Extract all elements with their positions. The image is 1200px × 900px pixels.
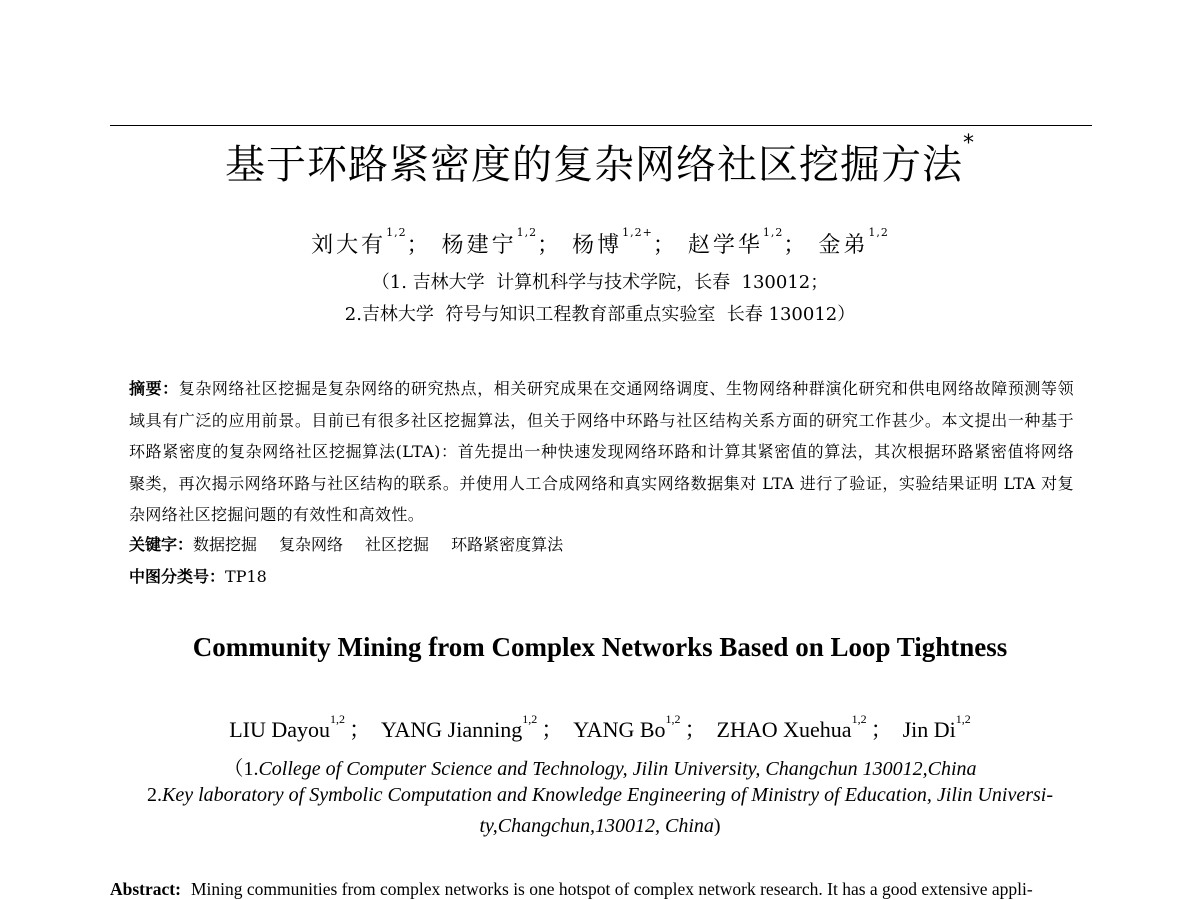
paper-title-cn-text: 基于环路紧密度的复杂网络社区挖掘方法	[225, 142, 963, 188]
keyword: 社区挖掘	[365, 535, 430, 554]
author-en: LIU Dayou$^{1,2}$	[229, 712, 346, 742]
keyword: 数据挖掘	[193, 535, 258, 554]
author-separator: ；	[684, 717, 707, 742]
abstract-en-label: Abstract:	[110, 879, 181, 899]
author-cn: 杨博$^{1,2+}$	[572, 226, 653, 258]
author-separator: ；	[537, 233, 563, 258]
classification-number	[129, 564, 267, 587]
author-cn: 金弟$^{1,2}$	[818, 226, 889, 258]
authors-en	[0, 713, 1200, 744]
author-cn: 杨建宁$^{1,2}$	[441, 226, 538, 258]
abstract-cn	[129, 373, 1074, 531]
keywords-cn-label: 关键字：	[129, 535, 194, 554]
author-cn: 赵学华$^{1,2}$	[687, 226, 784, 258]
keywords-cn	[129, 532, 585, 555]
author-separator: ；	[870, 717, 893, 742]
author-en: YANG Jianning$^{1,2}$	[381, 712, 538, 742]
affiliation-cn-line2: 2.吉林大学 符号与知识工程教育部重点实验室 长春 130012）	[344, 304, 856, 325]
keyword: 复杂网络	[279, 535, 344, 554]
classification-label: 中图分类号：	[129, 567, 226, 586]
paper-title-cn	[0, 133, 1200, 190]
abstract-cn-label: 摘要：	[129, 379, 179, 398]
affiliation-en-line1: （1.College of Computer Science and Technology, Jilin University, Changchun 130012,China	[223, 758, 977, 780]
keyword: 环路紧密度算法	[451, 535, 564, 554]
classification-value: TP18	[225, 567, 267, 586]
abstract-en-text: Mining communities from complex networks is one hotspot of complex network research. It has a good extensive appli-	[190, 879, 1033, 899]
title-footnote-mark: *	[963, 131, 975, 156]
author-separator: ；	[406, 233, 432, 258]
affiliation-en-line3: ty,Changchun,130012, China)	[479, 815, 721, 837]
author-en: Jin Di$^{1,2}$	[902, 712, 971, 742]
author-separator: ；	[349, 717, 372, 742]
author-separator: ；	[652, 233, 678, 258]
author-en: YANG Bo$^{1,2}$	[573, 712, 681, 742]
author-en: ZHAO Xuehua$^{1,2}$	[716, 712, 867, 742]
abstract-cn-text: 复杂网络社区挖掘是复杂网络的研究热点，相关研究成果在交通网络调度、生物网络种群演化研究和供电网络故障预测等领域具有广泛的应用前景。目前已有很多社区挖掘算法，但关于网络中环路与社区结构关系方面的研究工作甚少。本文提出一种基于环路紧密度的复杂网络社区挖掘算法(LTA)：首先提出一种快速发现网络环路和计算其紧密值的算法，其次根据环路紧密值将网络聚类，再次揭示网络环路与社区结构的联系。并使用人工合成网络和真实网络数据集对 LTA 进行了验证，实验结果证明 LTA 对复杂网络社区挖掘问题的有效性和高效性。	[129, 379, 1074, 524]
affiliation-en-line2: 2.Key laboratory of Symbolic Computation and Knowledge Engineering of Ministry of Education, Jilin Universi-	[146, 784, 1053, 806]
top-rule	[110, 125, 1092, 126]
author-cn: 刘大有$^{1,2}$	[311, 226, 407, 258]
affiliation-cn-line1: （1. 吉林大学 计算机科学与技术学院，长春 130012；	[371, 272, 829, 293]
paper-title-en: Community Mining from Complex Networks Based on Loop Tightness	[192, 632, 1008, 662]
authors-cn	[0, 228, 1200, 259]
author-separator: ；	[541, 717, 564, 742]
author-separator: ；	[783, 233, 809, 258]
